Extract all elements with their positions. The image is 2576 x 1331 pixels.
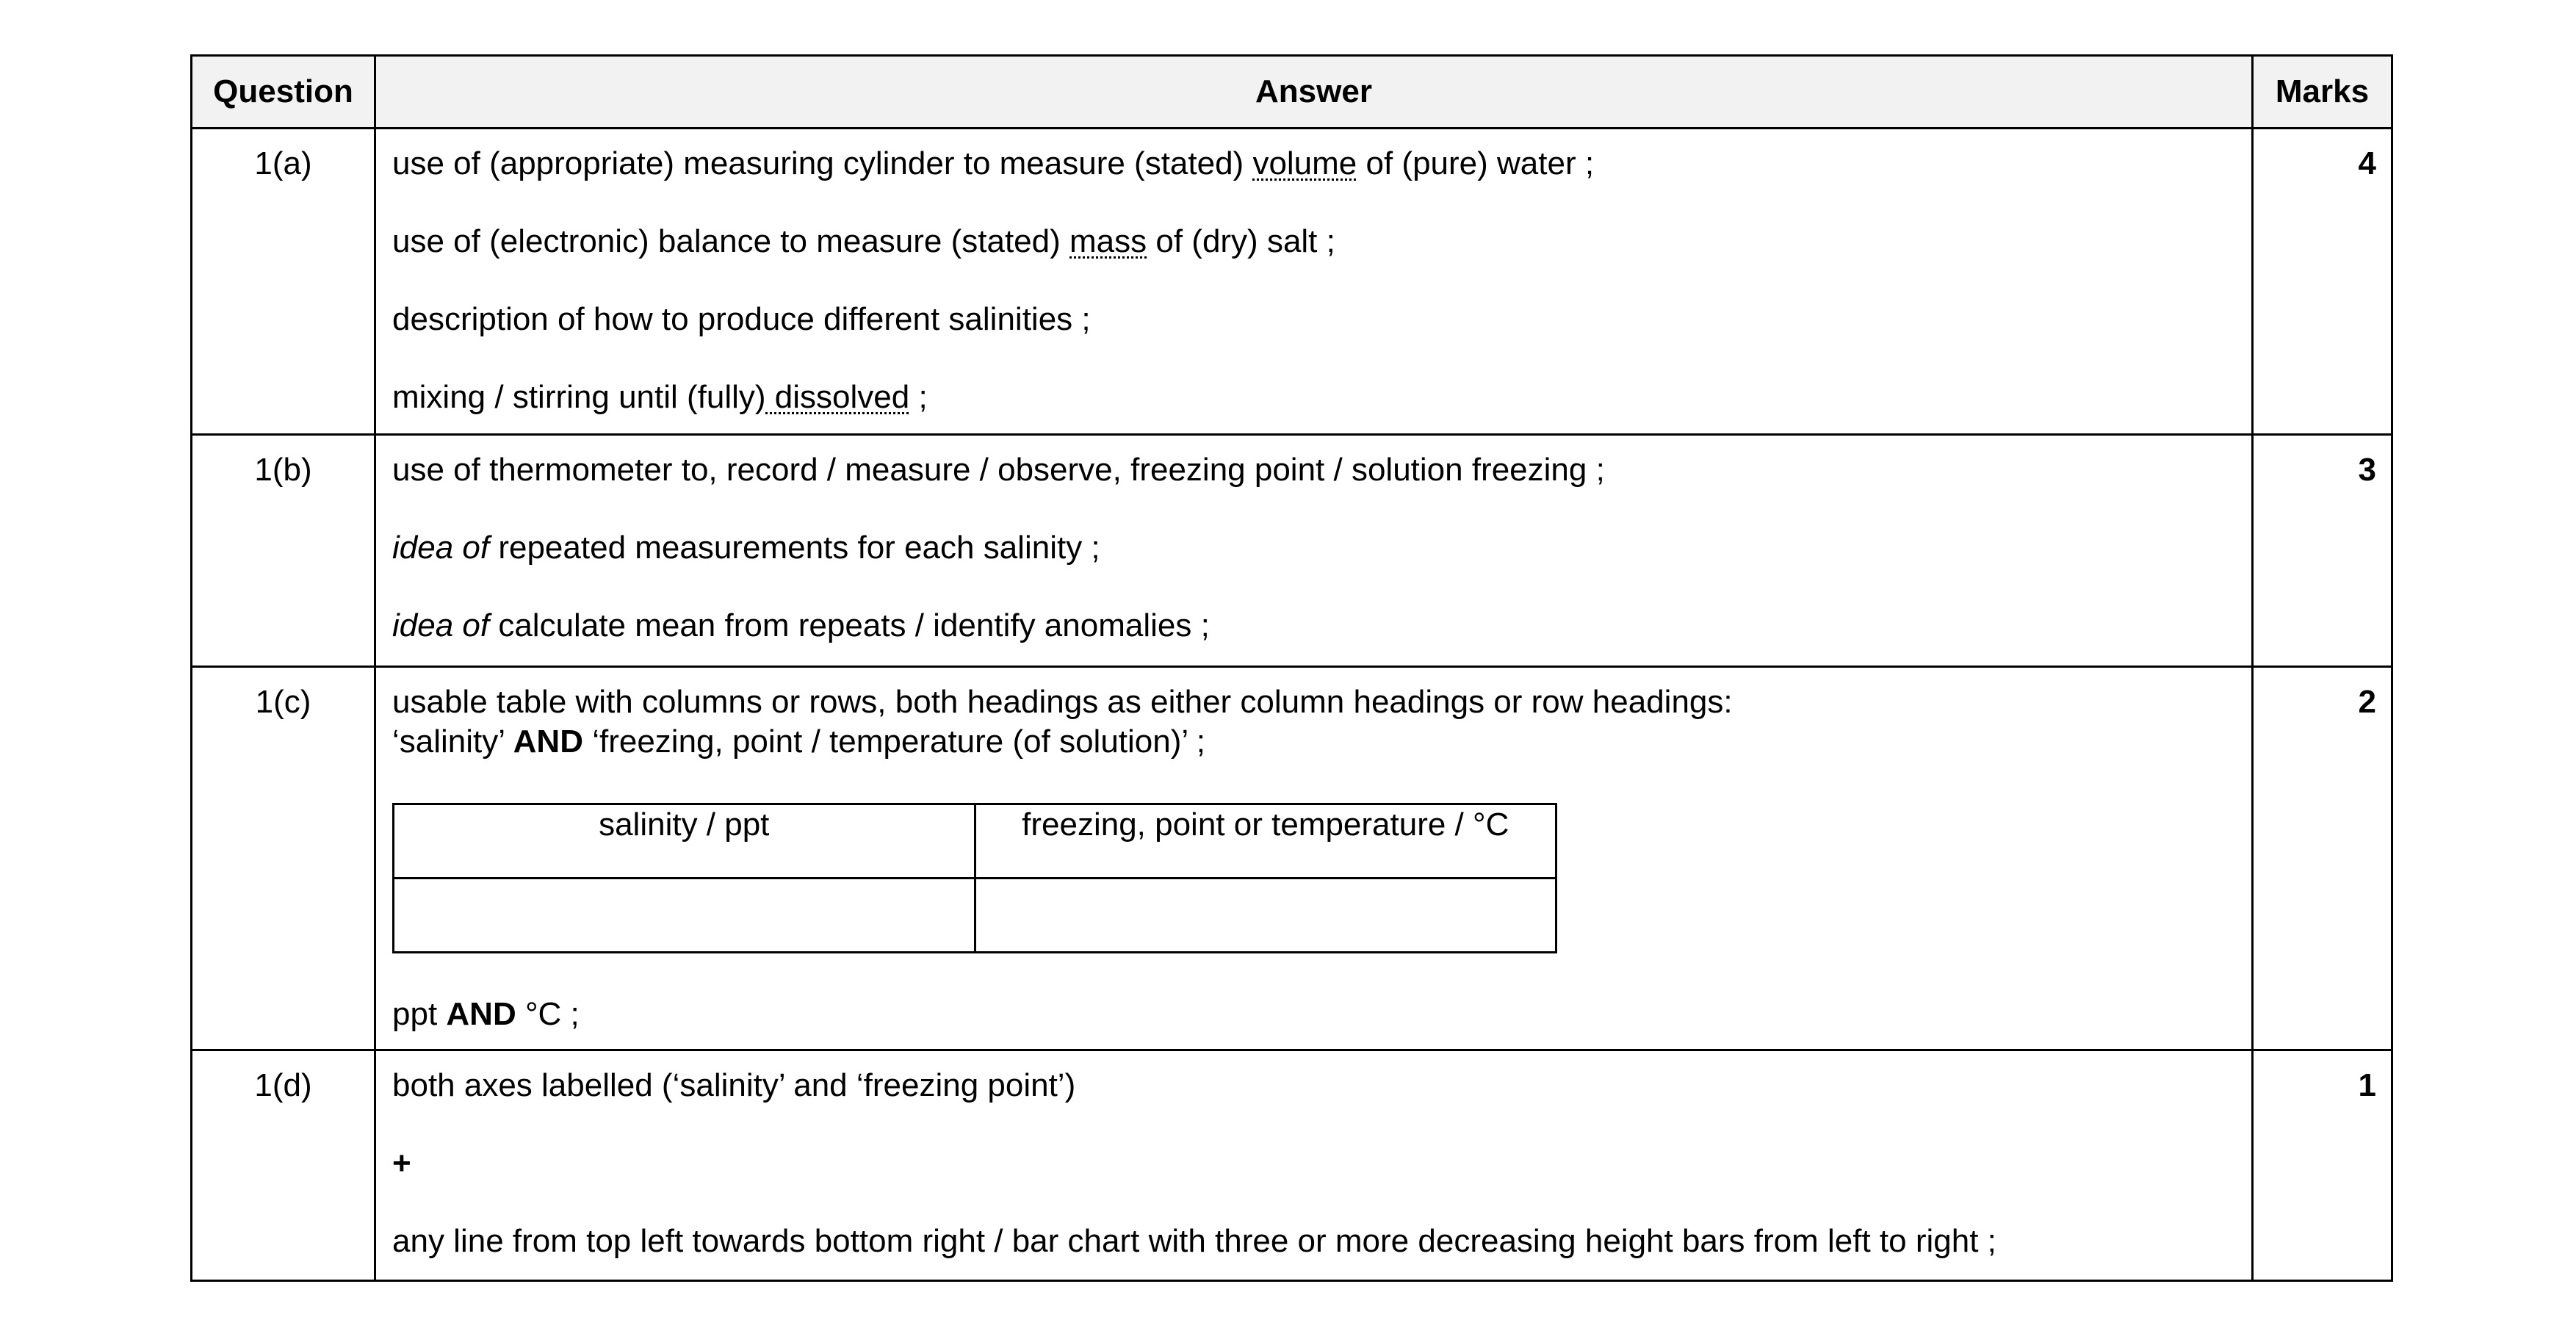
key-term: volume <box>1252 145 1357 181</box>
marks-column-header: Marks <box>2253 56 2392 129</box>
mark-scheme-table <box>190 54 2393 1282</box>
question-number: 1(b) <box>192 435 375 667</box>
table-row <box>192 1050 2392 1281</box>
key-term: mass <box>1069 223 1147 259</box>
and-keyword: AND <box>446 996 516 1032</box>
and-keyword: AND <box>513 724 583 760</box>
example-table-empty-row <box>394 879 1556 953</box>
answer-line <box>392 144 2235 184</box>
table-row <box>192 667 2392 1050</box>
table-row <box>192 129 2392 435</box>
answer-line: description of how to produce different salinities ; <box>392 301 1091 337</box>
answer-cell <box>375 435 2253 667</box>
answer-text: repeated measurements for each salinity ; <box>489 530 1100 566</box>
question-column-header: Question <box>192 56 375 129</box>
empty-cell <box>975 879 1556 953</box>
answer-line <box>392 995 2235 1034</box>
empty-cell <box>394 879 975 953</box>
freezing-point-column-header: freezing, point or temperature / °C <box>975 804 1556 879</box>
answer-line <box>392 222 2235 261</box>
idea-of-label: idea of <box>392 530 490 566</box>
key-term: dissolved <box>765 379 910 415</box>
salinity-column-header: salinity / ppt <box>394 804 975 879</box>
answer-line <box>392 722 2235 762</box>
answer-text: ppt <box>392 996 447 1032</box>
answer-text: use of (appropriate) measuring cylinder to measure (stated) <box>392 145 1253 181</box>
answer-text: of (pure) water ; <box>1357 145 1595 181</box>
answer-text: of (dry) salt ; <box>1147 223 1335 259</box>
answer-text: use of (electronic) balance to measure (stated) <box>392 223 1070 259</box>
answer-line <box>392 606 2235 646</box>
marks-value: 4 <box>2253 129 2392 435</box>
answer-column-header: Answer <box>375 56 2253 129</box>
example-results-table <box>392 803 1557 953</box>
answer-line: usable table with columns or rows, both headings as either column headings or row headings: <box>392 684 1733 720</box>
marks-value: 1 <box>2253 1050 2392 1281</box>
answer-text: ; <box>909 379 928 415</box>
answer-text: °C ; <box>516 996 580 1032</box>
answer-line <box>392 528 2235 568</box>
marks-value: 3 <box>2253 435 2392 667</box>
answer-text: ‘salinity’ <box>392 724 513 760</box>
answer-line: use of thermometer to, record / measure / observe, freezing point / solution freezing ; <box>392 452 1605 488</box>
question-number: 1(c) <box>192 667 375 1050</box>
question-number: 1(a) <box>192 129 375 435</box>
answer-cell <box>375 667 2253 1050</box>
answer-text: ‘freezing, point / temperature (of solution)’ ; <box>582 724 1205 760</box>
answer-line: any line from top left towards bottom right / bar chart with three or more decreasing height bars from left to right ; <box>392 1223 1996 1259</box>
answer-cell <box>375 1050 2253 1281</box>
header-row <box>192 56 2392 129</box>
marks-value: 2 <box>2253 667 2392 1050</box>
question-number: 1(d) <box>192 1050 375 1281</box>
answer-cell <box>375 129 2253 435</box>
plus-sign: + <box>392 1145 411 1181</box>
answer-text: mixing / stirring until (fully) <box>392 379 766 415</box>
idea-of-label: idea of <box>392 607 490 643</box>
answer-text: calculate mean from repeats / identify anomalies ; <box>489 607 1210 643</box>
answer-line: both axes labelled (‘salinity’ and ‘freezing point’) <box>392 1067 1076 1103</box>
table-row <box>192 435 2392 667</box>
example-table-header-row <box>394 804 1556 879</box>
answer-line <box>392 378 2235 417</box>
